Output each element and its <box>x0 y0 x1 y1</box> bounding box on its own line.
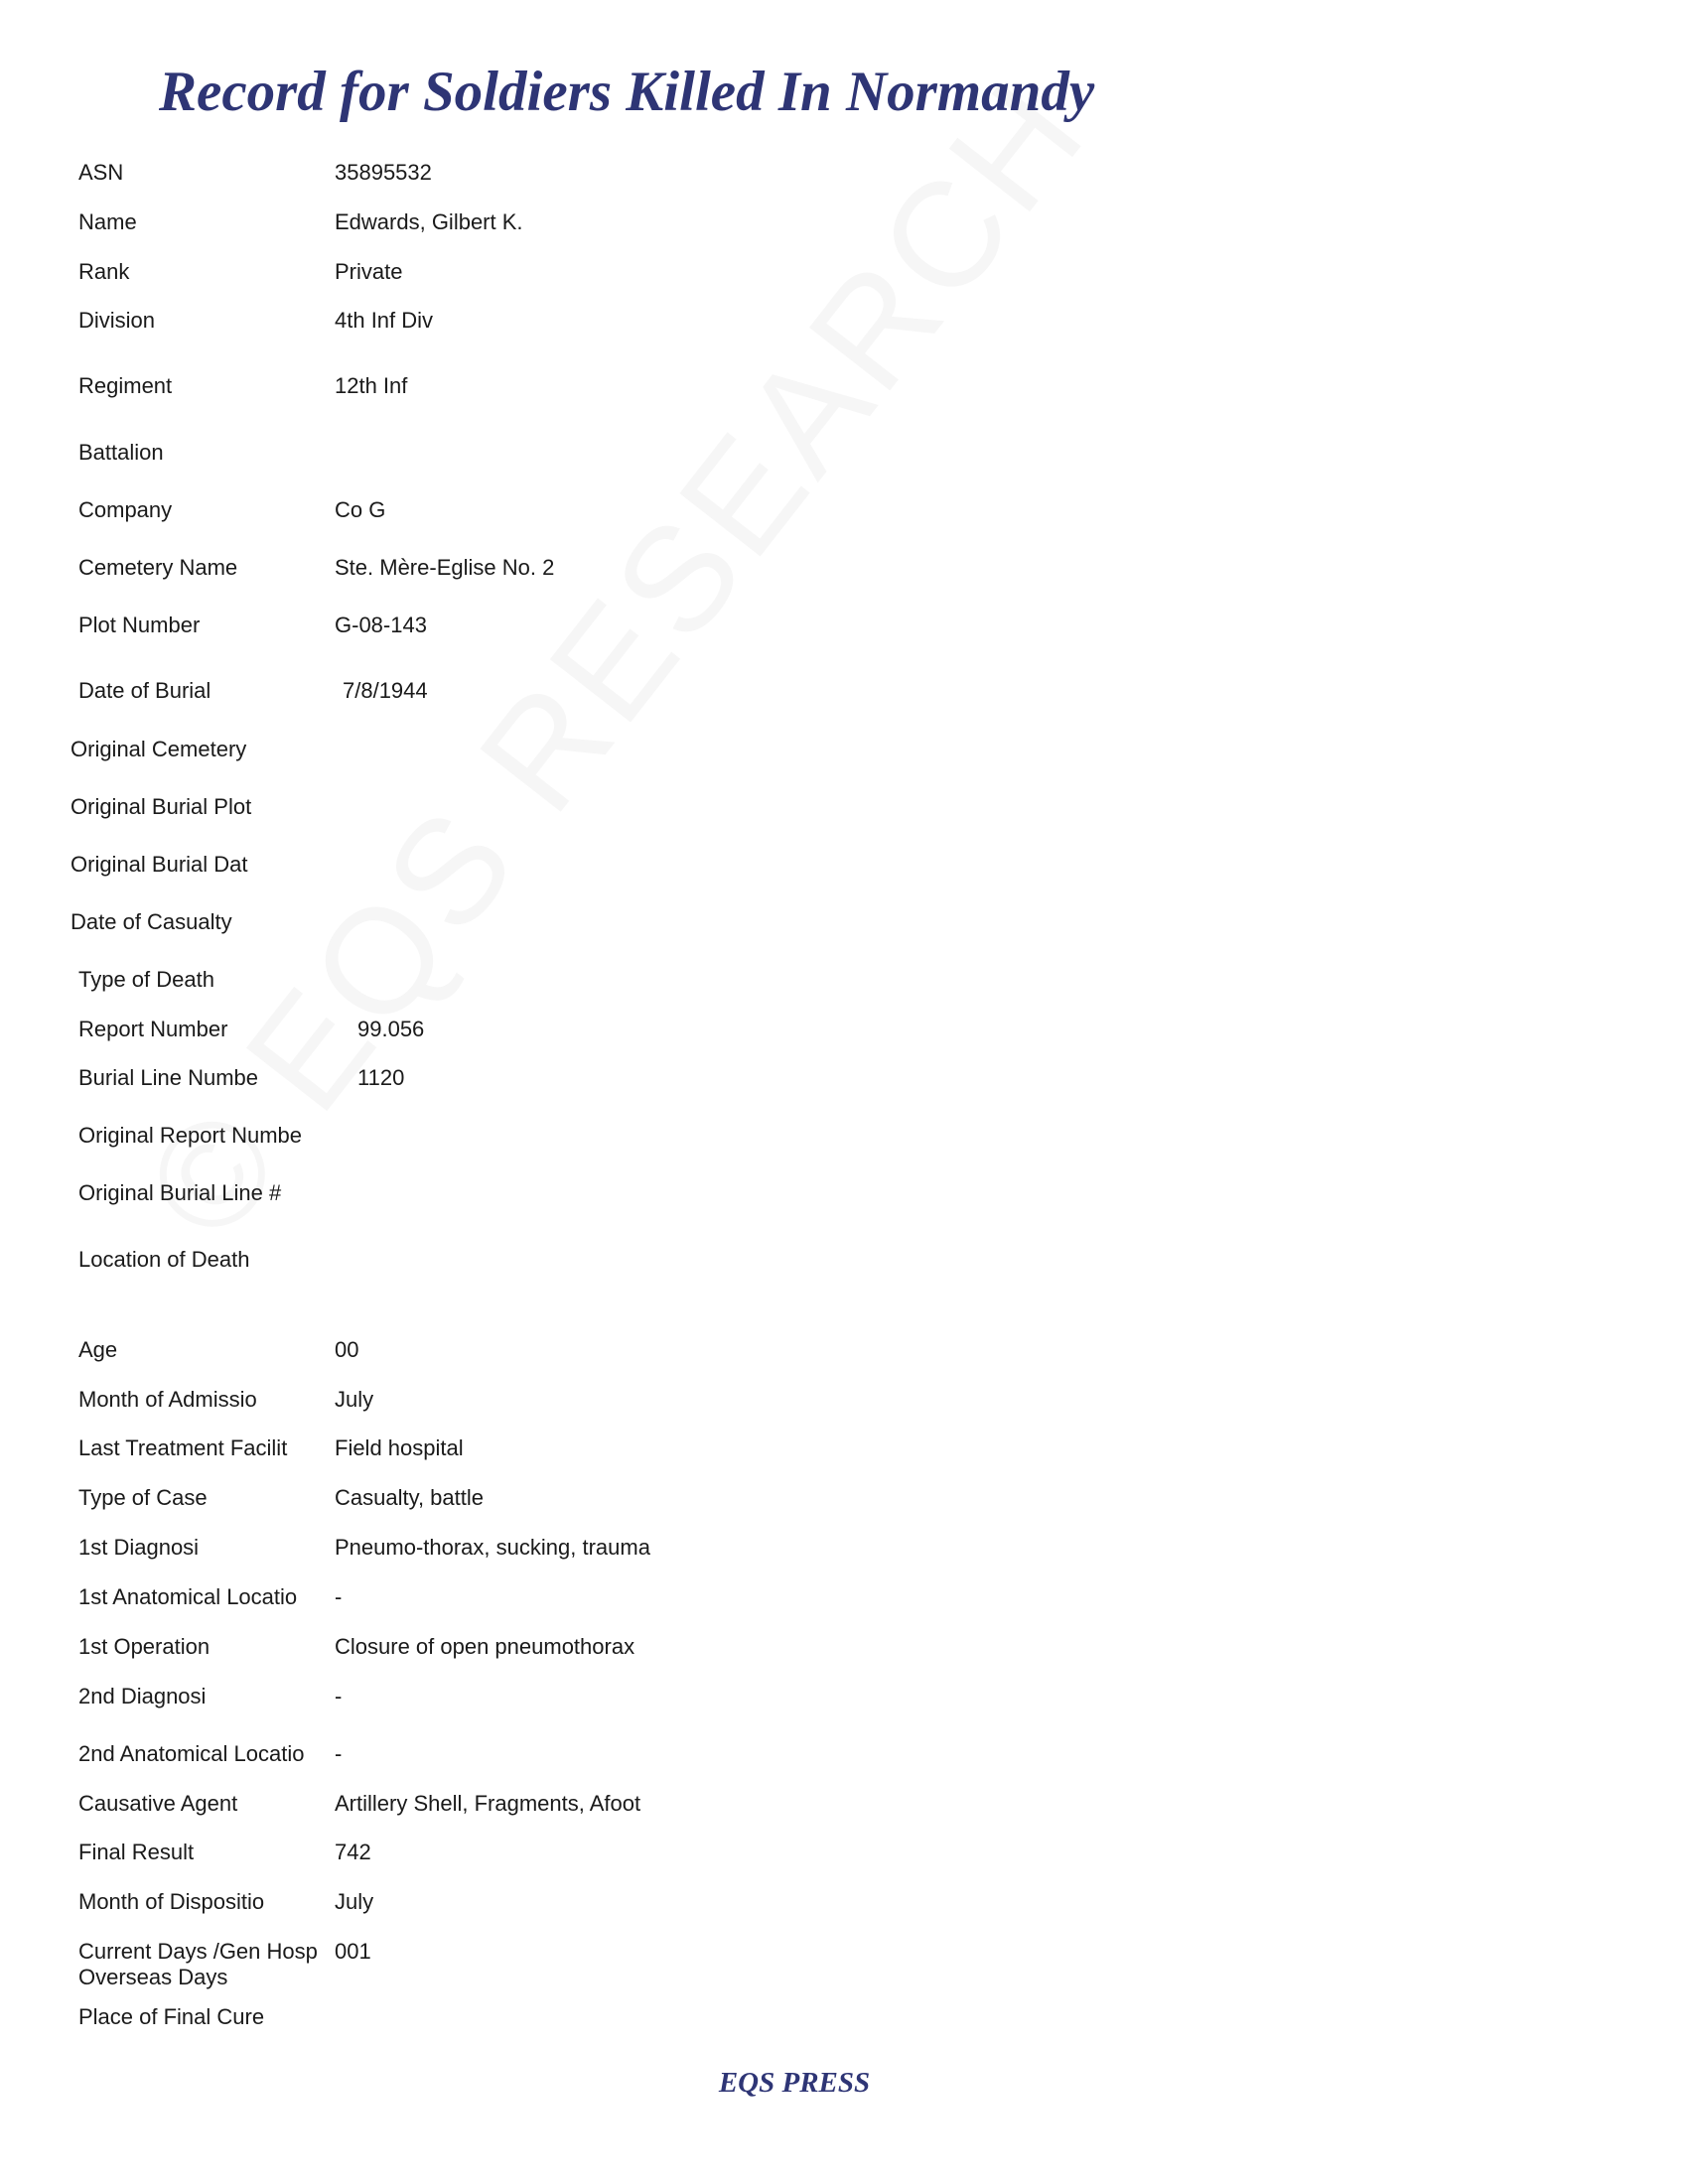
field-row-2nd-anatomical-location <box>0 1741 1688 1781</box>
page-title: Record for Soldiers Killed In Normandy <box>159 61 1095 123</box>
field-label: Place of Final Cure <box>78 2004 265 2029</box>
field-label: Age <box>78 1337 118 1362</box>
field-value: Co G <box>335 497 386 522</box>
field-value: - <box>335 1584 343 1609</box>
field-label: 1st Operation <box>78 1634 211 1659</box>
field-value: 1120 <box>357 1065 405 1090</box>
field-row-age <box>0 1337 1688 1377</box>
field-value: Artillery Shell, Fragments, Afoot <box>335 1791 641 1816</box>
field-label: Regiment <box>78 373 173 398</box>
field-row-name <box>0 209 1688 249</box>
field-label: Cemetery Name <box>78 555 238 580</box>
field-label: Rank <box>78 259 130 284</box>
field-row-original-burial-plot <box>0 794 1688 834</box>
field-row-company <box>0 497 1688 537</box>
field-row-plot-number <box>0 613 1688 652</box>
field-label: Final Result <box>78 1840 195 1864</box>
field-row-1st-anatomical-location <box>0 1584 1688 1624</box>
field-label: Original Cemetery <box>70 737 247 761</box>
field-row-last-treatment-facility <box>0 1435 1688 1475</box>
field-label: Original Burial Plot <box>70 794 252 819</box>
field-row-1st-diagnosis <box>0 1535 1688 1574</box>
field-value: 7/8/1944 <box>343 678 428 703</box>
field-row-type-of-case <box>0 1485 1688 1525</box>
field-label: Name <box>78 209 137 234</box>
field-value: Pneumo-thorax, sucking, trauma <box>335 1535 650 1560</box>
field-label: 2nd Anatomical Locatio <box>78 1741 305 1766</box>
field-value: 001 <box>335 1939 371 1964</box>
field-label: Month of Dispositio <box>78 1889 265 1914</box>
field-label: Original Burial Dat <box>70 852 248 877</box>
field-value: Field hospital <box>335 1435 464 1460</box>
field-label: Plot Number <box>78 613 201 637</box>
field-label: 1st Anatomical Locatio <box>78 1584 298 1609</box>
field-row-date-of-burial <box>0 678 1688 718</box>
field-row-final-result <box>0 1840 1688 1879</box>
field-value: - <box>335 1684 343 1708</box>
field-row-date-of-casualty <box>0 909 1688 949</box>
field-row-rank <box>0 259 1688 299</box>
field-value: 742 <box>335 1840 371 1864</box>
field-row-battalion <box>0 440 1688 479</box>
field-value: July <box>335 1387 374 1412</box>
field-label: Original Burial Line # <box>78 1180 282 1205</box>
field-value: Casualty, battle <box>335 1485 485 1510</box>
field-value: Closure of open pneumothorax <box>335 1634 635 1659</box>
field-row-original-burial-date <box>0 852 1688 891</box>
field-label: Burial Line Numbe <box>78 1065 258 1090</box>
field-row-report-number <box>0 1017 1688 1056</box>
field-row-place-of-final-cure <box>0 2004 1688 2044</box>
field-row-asn <box>0 160 1688 200</box>
field-value: 00 <box>335 1337 359 1362</box>
field-label: 2nd Diagnosi <box>78 1684 207 1708</box>
field-value: Ste. Mère-Eglise No. 2 <box>335 555 555 580</box>
field-row-type-of-death <box>0 967 1688 1007</box>
field-value: Edwards, Gilbert K. <box>335 209 523 234</box>
field-row-original-burial-line <box>0 1180 1688 1220</box>
field-value: Private <box>335 259 403 284</box>
field-row-month-of-disposition <box>0 1889 1688 1929</box>
field-label: Last Treatment Facilit <box>78 1435 288 1460</box>
field-row-current-days <box>0 1939 1688 1998</box>
field-row-1st-operation <box>0 1634 1688 1674</box>
field-row-causative-agent <box>0 1791 1688 1831</box>
field-label: Date of Casualty <box>70 909 232 934</box>
field-label: Location of Death <box>78 1247 250 1272</box>
field-row-burial-line-number <box>0 1065 1688 1105</box>
field-label: Type of Case <box>78 1485 208 1510</box>
field-row-division <box>0 308 1688 347</box>
field-label: Company <box>78 497 173 522</box>
field-label: 1st Diagnosi <box>78 1535 200 1560</box>
field-label: ASN <box>78 160 124 185</box>
field-label: Current Days /Gen Hosp <box>78 1939 318 1964</box>
field-label: Causative Agent <box>78 1791 238 1816</box>
field-row-original-cemetery <box>0 737 1688 776</box>
field-value: 12th Inf <box>335 373 408 398</box>
field-value: - <box>335 1741 343 1766</box>
field-label-secondary: Overseas Days <box>78 1965 228 1989</box>
field-label: Division <box>78 308 156 333</box>
field-row-month-of-admission <box>0 1387 1688 1427</box>
field-label: Date of Burial <box>78 678 211 703</box>
field-row-location-of-death <box>0 1247 1688 1287</box>
field-label: Month of Admissio <box>78 1387 257 1412</box>
field-value: 35895532 <box>335 160 432 185</box>
field-value: G-08-143 <box>335 613 427 637</box>
field-label: Original Report Numbe <box>78 1123 302 1148</box>
field-value: July <box>335 1889 374 1914</box>
field-row-regiment <box>0 373 1688 413</box>
field-label: Battalion <box>78 440 164 465</box>
publisher-footer: EQS PRESS <box>718 2067 871 2099</box>
field-value: 4th Inf Div <box>335 308 434 333</box>
field-label: Report Number <box>78 1017 228 1041</box>
field-row-2nd-diagnosis <box>0 1684 1688 1723</box>
field-label: Type of Death <box>78 967 214 992</box>
field-row-cemetery-name <box>0 555 1688 595</box>
field-row-original-report-number <box>0 1123 1688 1162</box>
field-value: 99.056 <box>357 1017 425 1041</box>
